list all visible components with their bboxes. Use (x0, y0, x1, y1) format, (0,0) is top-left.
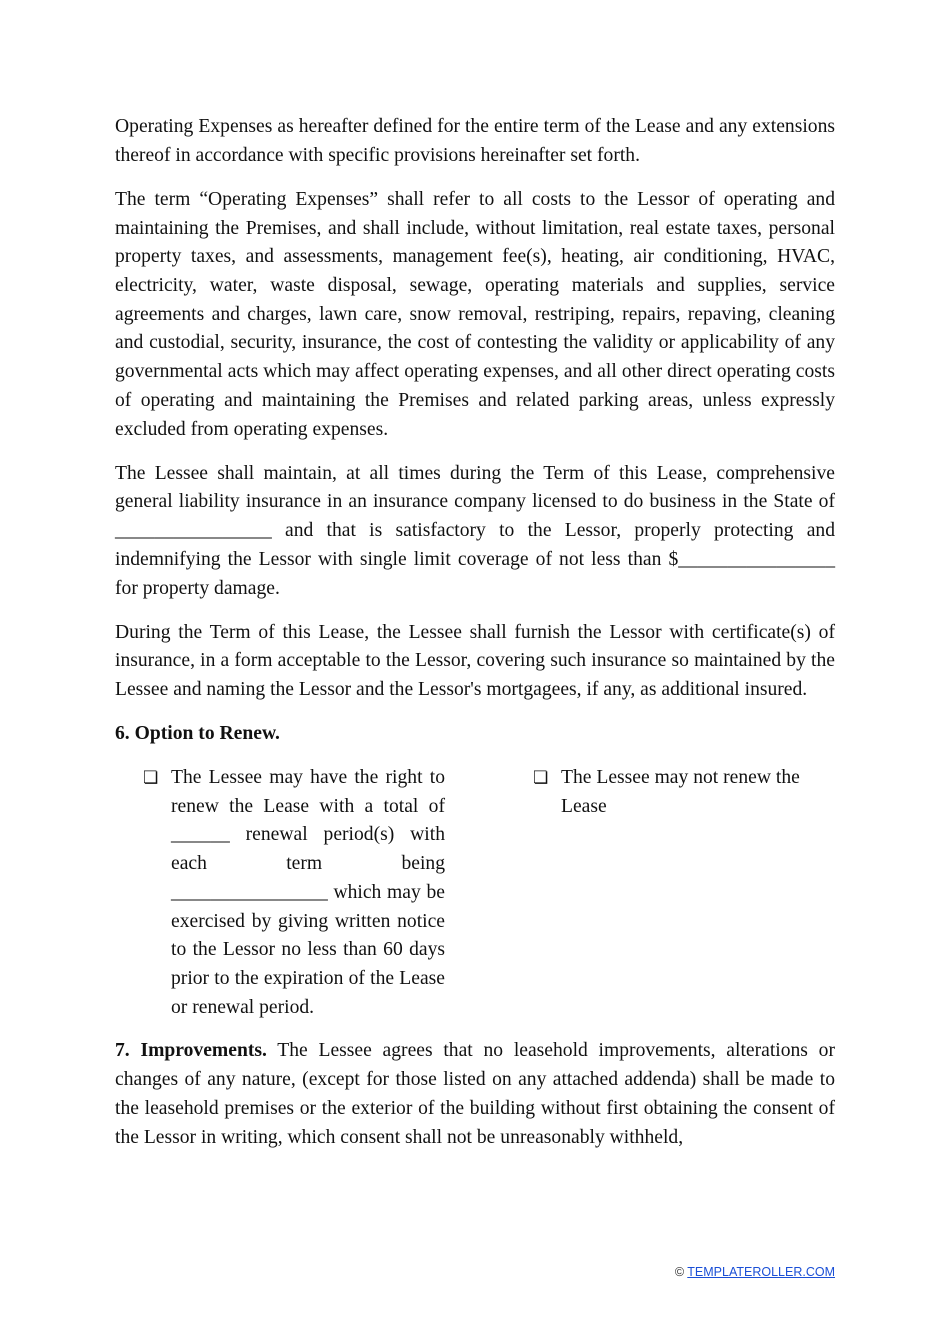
footer-copyright (675, 1265, 835, 1279)
section-6-heading: 6. Option to Renew. (115, 723, 280, 745)
document-body (115, 113, 835, 1168)
section-7-text: The Lessee agrees that no leasehold improvements, alterations or changes of any nature, (except for those listed on any attached addenda) shall be made to the leasehold premises or the exterior of the building without first obtaining the consent of the Lessor in writing, which consent shall not be unreasonably withheld, (115, 1040, 835, 1148)
operating-expenses-continuation: Operating Expenses as hereafter defined for the entire term of the Lease and any extensions thereof in accordance with specific provisions hereinafter set forth. (115, 116, 835, 166)
operating-expenses-definition: The term “Operating Expenses” shall refer to all costs to the Lessor of operating and maintaining the Premises, and shall include, without limitation, real estate taxes, personal property taxes, and assessments, management fee(s), heating, air conditioning, HVAC, electricity, water, waste disposal, sewage, operating materials and supplies, service agreements and charges, lawn care, snow removal, restriping, repairs, repaving, cleaning and custodial, security, insurance, the cost of contesting the validity or applicability of any governmental acts which may affect operating expenses, and all other direct operating costs of operating and maintaining the Premises and related parking areas, unless expressly excluded from operating expenses. (115, 188, 835, 440)
checkbox-renew[interactable]: ❏ (143, 768, 159, 789)
section-7-heading: 7. Improvements. (115, 1040, 267, 1062)
option-no-renew-text: The Lessee may not renew the Lease (561, 767, 800, 817)
copyright-symbol: © (674, 1265, 685, 1279)
templateroller-link[interactable]: TEMPLATEROLLER.COM (687, 1265, 835, 1279)
liability-insurance-paragraph: The Lessee shall maintain, at all times during the Term of this Lease, comprehensive general liability insurance in an insurance company licensed to do business in the State of ________________ and that is satisfactory to the Lessor, properly protecting and indemnifying the Lessor with single limit coverage of not less than $________________ for property damage. (115, 462, 835, 599)
checkbox-no-renew[interactable]: ❏ (533, 768, 549, 789)
option-renew-text: The Lessee may have the right to renew the Lease with a total of ______ renewal period(s) with each term being ________________ which may be exercised by giving written notice to the Lessor no less than 60 days prior to the expiration of the Lease or renewal period. (171, 767, 445, 1018)
insurance-certificate-paragraph: During the Term of this Lease, the Lessee shall furnish the Lessor with certificate(s) of insurance, in a form acceptable to the Lessor, covering such insurance so maintained by the Lessee and naming the Lessor and the Lessor's mortgagees, if any, as additional insured. (115, 621, 835, 701)
renewal-options (115, 764, 835, 1022)
section-7-paragraph (115, 1037, 835, 1152)
option-no-renew (533, 764, 818, 1022)
option-renew (143, 764, 445, 1022)
